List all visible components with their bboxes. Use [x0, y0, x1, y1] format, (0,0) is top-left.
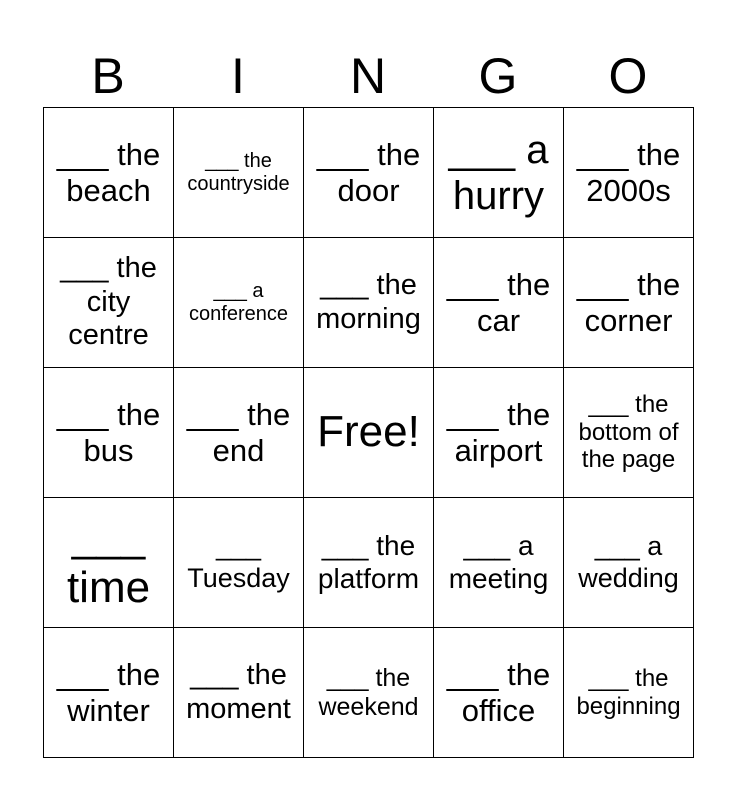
bingo-cell[interactable] [564, 108, 694, 238]
bingo-cell[interactable] [44, 628, 174, 758]
bingo-card-grid [43, 107, 694, 758]
cell-text: ___ the city centre [60, 252, 157, 352]
bingo-cell[interactable] [304, 498, 434, 628]
cell-text: ___ the car [446, 266, 551, 338]
bingo-cell[interactable] [44, 498, 174, 628]
bingo-cell[interactable] [564, 628, 694, 758]
cell-text: ___ the door [316, 136, 421, 208]
cell-text: ___ the winter [56, 656, 161, 728]
bingo-cell[interactable] [174, 368, 304, 498]
cell-text: Free! [317, 407, 420, 457]
cell-text: ___ the airport [446, 396, 551, 468]
cell-text: ___ the office [446, 656, 551, 728]
cell-text: ___ the beach [56, 136, 161, 208]
cell-text: ___ time [66, 511, 151, 612]
header-letter-i: I [231, 48, 245, 104]
cell-text: ___ the morning [316, 269, 421, 335]
cell-text: ___ the corner [576, 266, 681, 338]
bingo-cell[interactable] [434, 108, 564, 238]
cell-text: ___ the end [186, 396, 291, 468]
bingo-cell[interactable] [434, 498, 564, 628]
bingo-cell[interactable] [304, 628, 434, 758]
cell-text: ___ a meeting [448, 530, 549, 594]
header-letter-b: B [91, 48, 125, 104]
cell-text: ___ a conference [189, 279, 288, 325]
bingo-cell[interactable] [44, 368, 174, 498]
bingo-cell[interactable] [434, 368, 564, 498]
bingo-cell[interactable] [174, 238, 304, 368]
cell-text: ___ the bus [56, 396, 161, 468]
cell-text: ___ the countryside [187, 149, 290, 195]
bingo-cell[interactable] [174, 108, 304, 238]
bingo-cell[interactable] [564, 238, 694, 368]
bingo-cell[interactable] [44, 108, 174, 238]
bingo-cell[interactable] [44, 238, 174, 368]
cell-text: ___ the weekend [318, 663, 419, 721]
cell-text: ___ a hurry [448, 127, 549, 218]
bingo-cell[interactable] [434, 628, 564, 758]
bingo-cell[interactable] [174, 498, 304, 628]
bingo-header [43, 46, 693, 106]
bingo-cell[interactable] [174, 628, 304, 758]
bingo-cell[interactable] [564, 498, 694, 628]
bingo-cell[interactable] [304, 238, 434, 368]
cell-text: ___ the moment [186, 659, 291, 725]
cell-text: ___ Tuesday [187, 531, 290, 593]
bingo-cell[interactable] [304, 108, 434, 238]
cell-text: ___ the beginning [576, 664, 681, 720]
header-letter-g: G [478, 48, 518, 104]
header-letter-n: N [349, 48, 387, 104]
header-letter-o: O [608, 48, 648, 104]
cell-text: ___ the 2000s [576, 136, 681, 208]
cell-text: ___ the platform [317, 530, 420, 594]
free-space-cell[interactable] [304, 368, 434, 498]
bingo-cell[interactable] [564, 368, 694, 498]
cell-text: ___ the bottom of the page [578, 391, 679, 474]
cell-text: ___ a wedding [578, 531, 679, 593]
bingo-cell[interactable] [434, 238, 564, 368]
